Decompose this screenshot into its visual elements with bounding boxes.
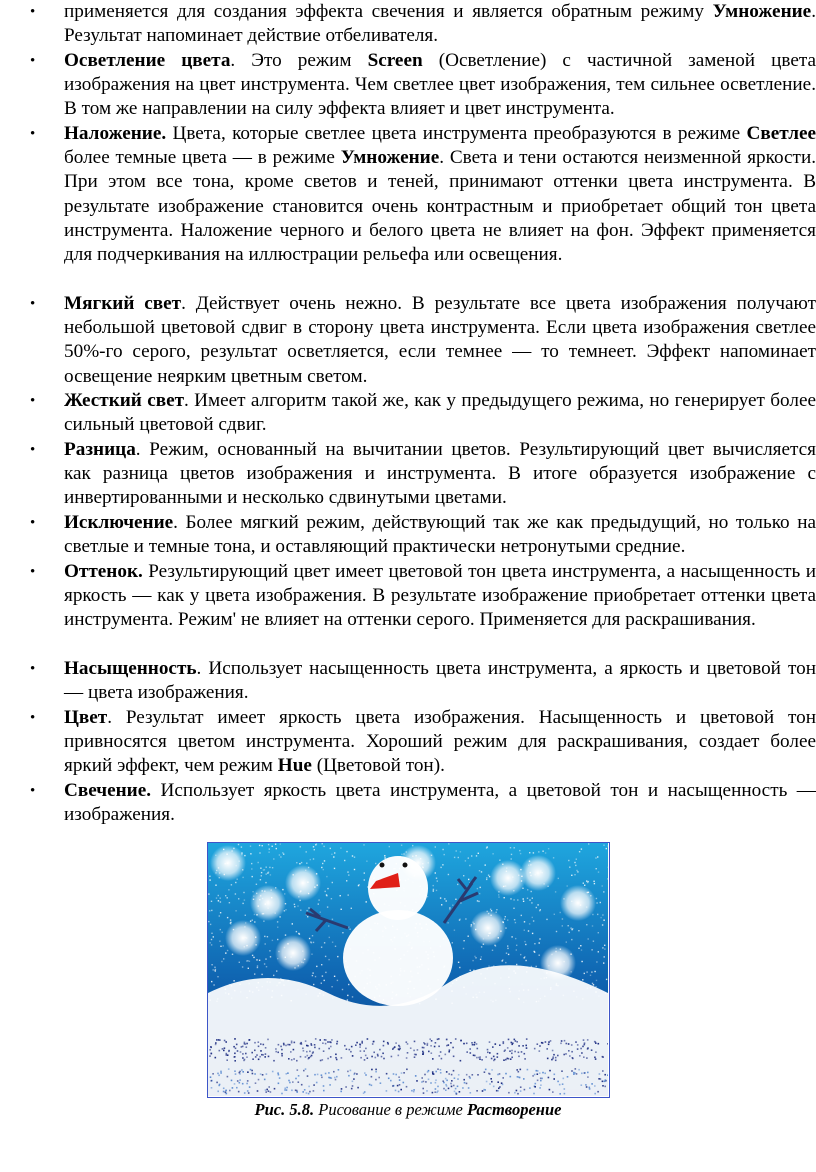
- caption-text: Рисование в режиме: [314, 1100, 467, 1119]
- term-bold: Цвет: [64, 707, 108, 728]
- list-item: [0, 706, 816, 779]
- list-item: [0, 511, 816, 559]
- bullet: •: [30, 710, 36, 726]
- bullet: •: [30, 661, 36, 677]
- snowman-illustration-icon: [208, 843, 608, 1096]
- text-span: . Режим, основанный на вычитании цветов. Результирующий цвет вычисляется как разница цветов изображения и инструмента. В итоге образуется изображение с инвертированными и несколько сдвинутыми цветами.: [64, 439, 816, 509]
- figure-caption: [0, 1100, 816, 1120]
- list-item: [0, 292, 816, 389]
- text-span: более темные цвета — в режиме: [64, 147, 341, 169]
- term-bold: Оттенок.: [64, 561, 143, 582]
- bullet: •: [30, 515, 36, 531]
- term-bold: Разница: [64, 439, 136, 460]
- bullet: •: [30, 296, 36, 312]
- bullet: •: [30, 442, 36, 458]
- text-span: . Действует очень нежно. В результате все цвета изображения получают небольшой цветовой сдвиг в сторону цвета инструмента. Если цвета изображения светлее 50%-го серого, результат осветляется, если темнее — то темнеет. Эффект напоминает освещение неярким цветным светом.: [64, 293, 816, 387]
- bullet: •: [30, 126, 36, 142]
- list-item: [0, 560, 816, 633]
- bullet: •: [30, 564, 36, 580]
- text-span: . Использует насыщенность цвета инструмента, а яркость и цветовой тон — цвета изображения.: [64, 658, 816, 704]
- text-span: применяется для создания эффекта свечения и является обратным режиму: [64, 1, 713, 22]
- list-item: [0, 122, 816, 267]
- list-item: [0, 438, 816, 511]
- text-span: . Результат имеет яркость цвета изображения. Насыщенность и цветовой тон привносятся цветом инструмента. Хороший режим для раскрашивания, создает более яркий эффект, чем режим: [64, 707, 816, 777]
- term-bold: Осветление цвета: [64, 50, 231, 71]
- list-item: [0, 49, 816, 122]
- term-bold: Умножение: [340, 147, 440, 169]
- term-bold: Жесткий свет: [64, 390, 185, 411]
- list-item: [0, 657, 816, 705]
- text-span: . Имеет алгоритм такой же, как у предыдущего режима, но генерирует более сильный цветовой сдвиг.: [64, 390, 816, 436]
- term-bold: Насыщенность: [64, 658, 197, 679]
- figure-snowman: [207, 842, 610, 1098]
- text-span: Результирующий цвет имеет цветовой тон цвета инструмента, а насыщенность и яркость — как у цвета изображения. В результате изображение приобретает оттенки цвета инструмента. Режим' не влияет на оттенки серого. Применяется для раскрашивания.: [64, 561, 816, 631]
- text-span: Цвета, которые светлее цвета инструмента преобразуются в режиме: [166, 123, 747, 144]
- term-bold: Свечение.: [64, 780, 152, 801]
- caption-bold: Растворение: [466, 1100, 562, 1119]
- text-span: . Это режим: [230, 50, 368, 71]
- term-bold: Исключение: [64, 512, 174, 533]
- text-span: . Более мягкий режим, действующий так же как предыдущий, но только на светлые и темные тона, и оставляющий практически нетронутыми средние.: [64, 512, 816, 558]
- bullet: •: [30, 4, 36, 20]
- term-bold: Hue: [277, 755, 312, 777]
- text-span: (Цветовой тон).: [311, 755, 445, 777]
- bullet: •: [30, 393, 36, 409]
- term-bold: Мягкий свет: [64, 293, 182, 314]
- bullet: •: [30, 53, 36, 69]
- text-span: . Света и тени остаются неизменной яркости. При этом все тона, кроме светов и теней, принимают оттенки цвета инструмента. В результате изображение становится очень контрастным и приобретает общий тон цвета инструмента. Наложение черного и белого цвета не влияет на фон. Эффект применяется для подчеркивания на иллюстрации рельефа или освещения.: [64, 147, 816, 266]
- list-item: [0, 389, 816, 437]
- text-span: . Результат напоминает действие отбеливателя.: [64, 1, 816, 47]
- bullet: •: [30, 783, 36, 799]
- term-bold: Светлее: [746, 123, 816, 144]
- term-bold: Screen: [367, 50, 423, 71]
- list-item: [0, 779, 816, 827]
- caption-label: Рис. 5.8.: [254, 1100, 315, 1119]
- text-span: (Осветление) с частичной заменой цвета изображения на цвет инструмента. Чем светлее цвет изображения, тем сильнее осветление. В том же направлении на силу эффекта влияет и цвет инструмента.: [64, 50, 816, 120]
- list-item: [0, 0, 816, 48]
- term-bold: Наложение.: [64, 123, 167, 144]
- text-span: Использует яркость цвета инструмента, а цветовой тон и насыщенность — изображения.: [64, 780, 816, 826]
- term-bold: Умножение: [712, 1, 812, 22]
